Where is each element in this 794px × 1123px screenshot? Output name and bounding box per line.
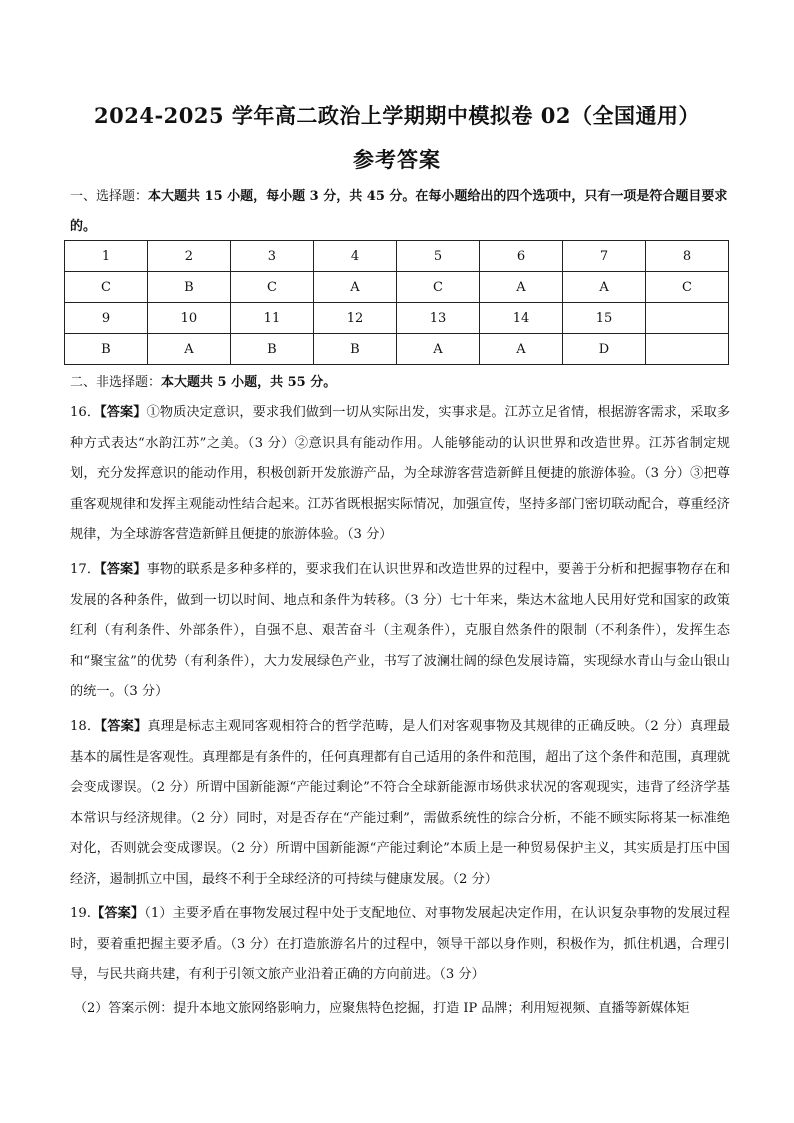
answer-table: [64, 240, 729, 365]
answer-letter-cell: C: [646, 272, 729, 303]
section2-description: 本大题共 5 小题，共 55 分。: [161, 375, 337, 390]
question-number-cell: 7: [563, 241, 646, 272]
answer-q19: [70, 899, 730, 991]
answer-letter-cell: [646, 334, 729, 365]
q19-part2-text: （2）答案示例：提升本地文旅网络影响力，应聚焦特色挖掘，打造 IP 品牌；利用短视频、直播等新媒体矩: [74, 1001, 690, 1016]
answer-table-row: [65, 334, 729, 365]
page-subtitle: 参考答案: [353, 147, 441, 172]
q17-number: 17．: [70, 562, 101, 577]
answer-letter-cell: C: [230, 272, 313, 303]
answer-q17: [70, 555, 730, 708]
q16-text: ①物质决定意识，要求我们做到一切从实际出发，实事求是。江苏立足省情，根据游客需求，采取多种方式表达“水韵江苏”之美。（3 分）②意识具有能动作用。人能够能动的认识世界和改造世界。江苏省制定规划，充分发挥意识的能动作用，积极创新开发旅游产品，为全球游客营造新鲜且便捷的旅游体验。（3 分）③把尊重客观规律和发挥主观能动性结合起来。江苏省既根据实际情况，加强宣传，坚持多部门密切联动配合，尊重经济规律，为全球游客营造新鲜且便捷的旅游体验。（3 分）: [70, 405, 731, 542]
q16-answer-tag: 【答案】: [100, 405, 147, 420]
q18-answer-tag: 【答案】: [100, 719, 148, 734]
question-number-cell: 2: [147, 241, 230, 272]
section2-prefix: 二、非选择题：: [70, 375, 162, 390]
question-number-cell: 4: [313, 241, 396, 272]
question-number-cell: [646, 303, 729, 334]
question-number-cell: 6: [479, 241, 562, 272]
q17-answer-tag: 【答案】: [100, 562, 147, 577]
answer-table-row: [65, 241, 729, 272]
answer-letter-cell: B: [147, 272, 230, 303]
answer-letter-cell: C: [396, 272, 479, 303]
answer-q18: [70, 712, 730, 895]
answer-table-row: [65, 272, 729, 303]
section-non-choice-heading: [70, 372, 730, 394]
q19-answer-tag: 【答案】: [90, 906, 145, 921]
answer-letter-cell: A: [313, 272, 396, 303]
answer-letter-cell: A: [147, 334, 230, 365]
q19-text: （1）主要矛盾在事物发展过程中处于支配地位、对事物发展起决定作用，在认识复杂事物的发展过程时，要着重把握主要矛盾。（3 分）在打造旅游名片的过程中，领导干部以身作则，积极作为，抓住机遇，合理引导，与民共商共建，有利于引领文旅产业沿着正确的方向前进。（3 分）: [70, 906, 730, 982]
question-number-cell: 12: [313, 303, 396, 334]
question-number-cell: 5: [396, 241, 479, 272]
question-number-cell: 9: [65, 303, 148, 334]
question-number-cell: 11: [230, 303, 313, 334]
page-title: 2024-2025 学年高二政治上学期期中模拟卷 02（全国通用）: [94, 103, 700, 128]
q17-text: 事物的联系是多种多样的，要求我们在认识世界和改造世界的过程中，要善于分析和把握事物存在和发展的各种条件，做到一切以时间、地点和条件为转移。（3 分）七十年来，柴达木盆地人民用好党和国家的政策红利（有利条件、外部条件），自强不息、艰苦奋斗（主观条件），克服自然条件的限制（不利条件），发挥生态和“聚宝盆”的优势（有利条件），大力发展绿色产业，书写了波澜壮阔的绿色发展诗篇，实现绿水青山与金山银山的统一。（3 分）: [70, 562, 731, 699]
question-number-cell: 3: [230, 241, 313, 272]
answer-letter-cell: A: [396, 334, 479, 365]
question-number-cell: 13: [396, 303, 479, 334]
q18-number: 18．: [70, 719, 101, 734]
question-number-cell: 1: [65, 241, 148, 272]
question-number-cell: 10: [147, 303, 230, 334]
answer-q19-part2: [74, 994, 734, 1025]
section1-prefix: 一、选择题：: [70, 189, 149, 204]
question-number-cell: 8: [646, 241, 729, 272]
answer-letter-cell: B: [65, 334, 148, 365]
section1-description: 本大题共 15 小题，每小题 3 分，共 45 分。在每小题给出的四个选项中，只有一项是符合题目要求的。: [70, 189, 728, 234]
answer-letter-cell: D: [563, 334, 646, 365]
answer-letter-cell: A: [479, 334, 562, 365]
answer-table-row: [65, 303, 729, 334]
answer-letter-cell: A: [479, 272, 562, 303]
q16-number: 16．: [70, 405, 101, 420]
answer-letter-cell: C: [65, 272, 148, 303]
q18-text: 真理是标志主观同客观相符合的哲学范畴，是人们对客观事物及其规律的正确反映。（2 分）真理最基本的属性是客观性。真理都是有条件的，任何真理都有自己适用的条件和范围，超出了这个条件和范围，真理就会变成谬误。（2 分）所谓中国新能源“产能过剩论”不符合全球新能源市场供求状况的客观现实，违背了经济学基本常识与经济规律。（2 分）同时，对是否存在“产能过剩”，需做系统性的综合分析，不能不顾实际将某一标准绝对化，否则就会变成谬误。（2 分）所谓中国新能源“产能过剩论”本质上是一种贸易保护主义，其实质是打压中国经济，遏制抓立中国，最终不利于全球经济的可持续与健康发展。（2 分）: [70, 719, 731, 887]
question-number-cell: 15: [563, 303, 646, 334]
question-number-cell: 14: [479, 303, 562, 334]
answer-letter-cell: B: [230, 334, 313, 365]
answer-letter-cell: A: [563, 272, 646, 303]
section-multiple-choice-heading: [70, 182, 730, 242]
answer-q16: [70, 398, 730, 551]
answer-letter-cell: B: [313, 334, 396, 365]
q19-number: 19.: [70, 906, 91, 921]
